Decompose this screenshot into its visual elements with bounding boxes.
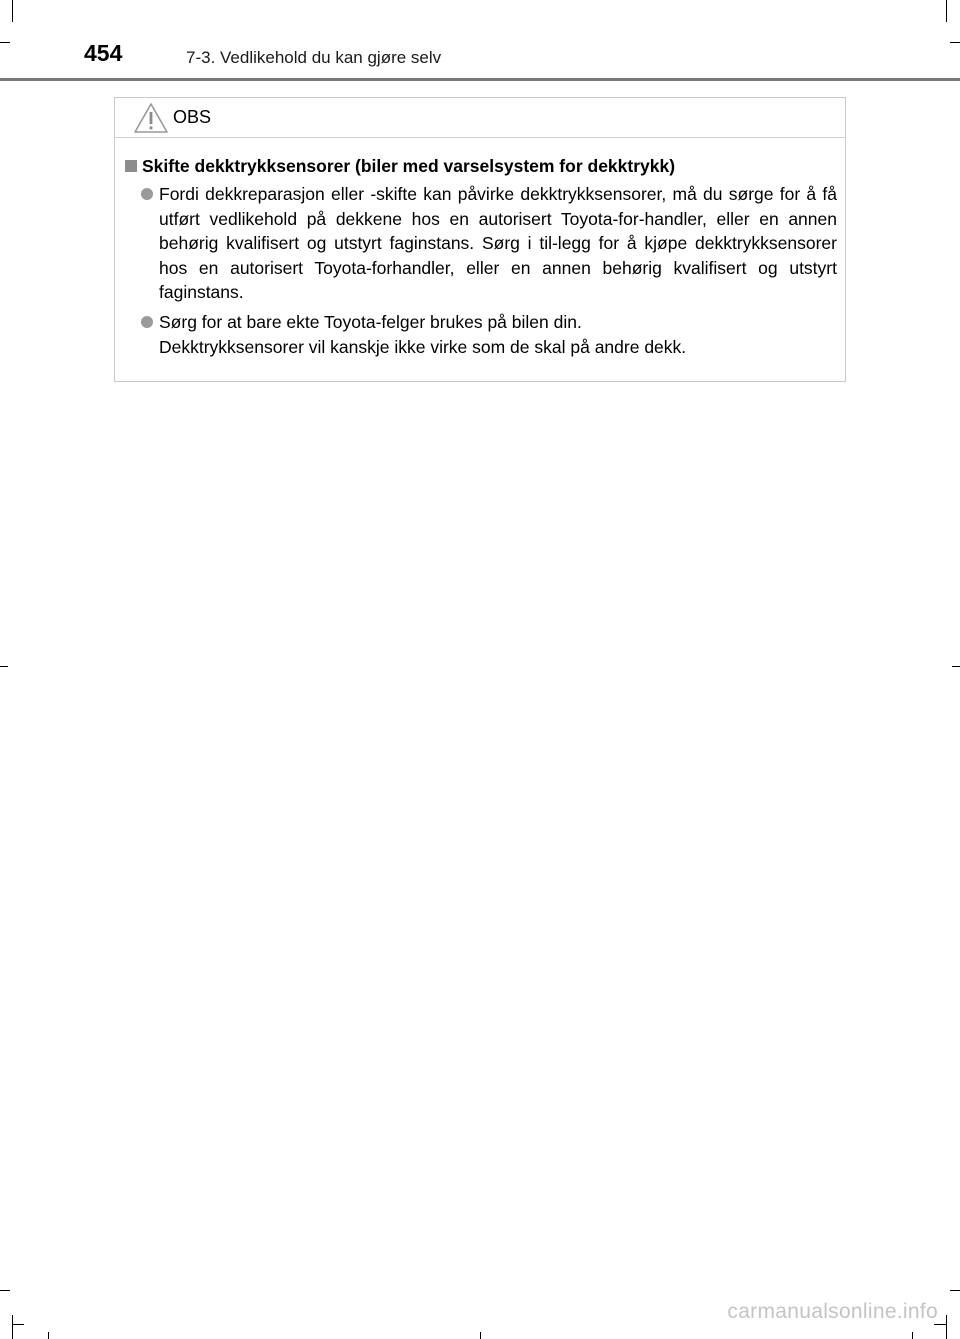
page-number: 454: [84, 40, 123, 66]
bullet-text: Fordi dekkreparasjon eller -skifte kan påvirke dekktrykksensorer, må du sørge for å få utført vedlikehold på dekkene hos en autorisert Toyota-for-handler, eller en annen behørig kvalifisert og utstyrt faginstans. Sørg i til-legg for å kjøpe dekktrykksensorer hos en autorisert Toyota-forhandler, eller en annen behørig kvalifisert og utstyrt faginstans.: [159, 184, 837, 302]
list-item: [141, 182, 837, 305]
crop-mark: [12, 1324, 24, 1325]
warning-triangle-icon: [133, 102, 169, 134]
caution-box: [114, 97, 846, 382]
crop-mark: [480, 1332, 481, 1339]
section-title: 7-3. Vedlikehold du kan gjøre selv: [186, 48, 442, 67]
caution-header: [115, 98, 845, 138]
crop-mark: [952, 666, 960, 667]
crop-mark: [48, 1332, 49, 1339]
header-rule: [0, 78, 960, 81]
circle-bullet-icon: [141, 188, 153, 200]
bullet-text: [159, 310, 837, 359]
bullet-line: Sørg for at bare ekte Toyota-felger brukes på bilen din.: [159, 312, 582, 332]
crop-mark: [950, 1290, 960, 1291]
square-bullet-icon: [125, 160, 137, 172]
crop-mark: [0, 1290, 10, 1291]
crop-mark: [12, 1315, 13, 1339]
crop-mark: [946, 1315, 947, 1339]
crop-mark: [912, 1332, 913, 1339]
page-header: [0, 0, 960, 80]
item-heading-text: Skifte dekktrykksensorer (biler med varselsystem for dekktrykk): [142, 156, 676, 176]
list-item: [141, 310, 837, 359]
crop-mark: [0, 666, 8, 667]
circle-bullet-icon: [141, 316, 153, 328]
caution-label: OBS: [173, 107, 212, 127]
bullet-line: Dekktrykksensorer vil kanskje ikke virke som de skal på andre dekk.: [159, 336, 687, 357]
item-heading: [125, 156, 840, 177]
watermark: carmanualsonline.info: [727, 1300, 938, 1323]
crop-mark: [934, 1324, 946, 1325]
